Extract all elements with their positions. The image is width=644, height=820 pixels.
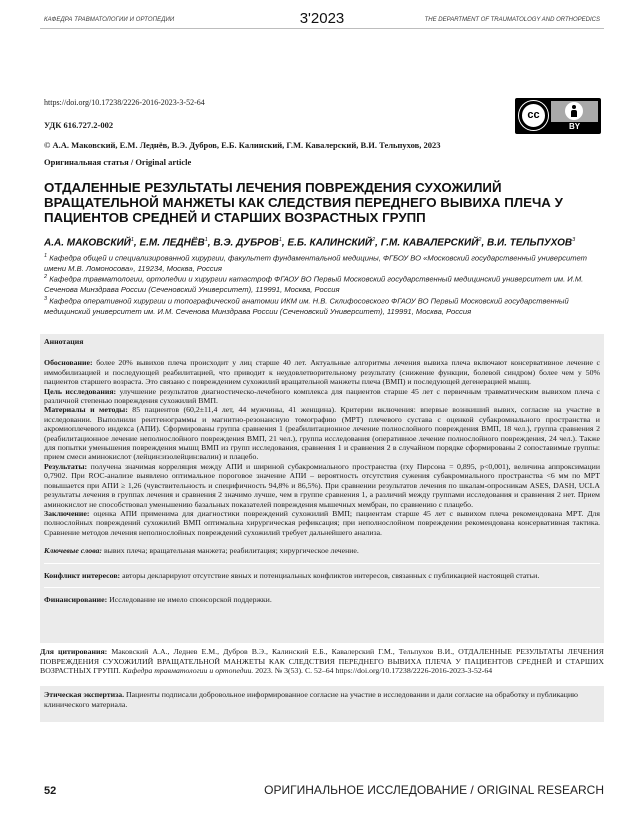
attribution-person-icon: [565, 102, 583, 120]
cc-by-label: BY: [568, 122, 581, 131]
doi-link[interactable]: https://doi.org/10.17238/2226-2016-2023-3-52-64: [44, 98, 205, 107]
author-list: А.А. МАКОВСКИЙ$^1$, Е.М. ЛЕДНЁВ$^1$, В.Э. ДУБРОВ$^1$, Е.Б. КАЛИНСКИЙ$^2$, Г.М. КАВАЛЕРСКИЙ$^2$, В.И. ТЕЛЬПУХОВ$^3$: [44, 237, 576, 249]
udc-code: УДК 616.727.2-002: [44, 120, 114, 130]
cc-by-license-icon[interactable]: [515, 98, 601, 134]
author-name: Г.М. КАВАЛЕРСКИЙ: [380, 237, 479, 249]
citation-doi-link[interactable]: 2023. № 3(53). С. 52–64 https://doi.org/10.17238/2226-2016-2023-3-52-64: [255, 666, 493, 675]
ethics-statement: Этическая экспертиза. Пациенты подписали добровольное информированное согласие на участие в исследовании и дали согласие на обработку и публикацию клинического материала.: [40, 686, 604, 722]
journal-header-ru: КАФЕДРА ТРАВМАТОЛОГИИ И ОРТОПЕДИИ: [44, 17, 175, 23]
cc-logo-icon: cc: [519, 101, 548, 130]
copyright-line: © А.А. Маковский, Е.М. Леднёв, В.Э. Дубров, Е.Б. Калинский, Г.М. Кавалерский, В.И. Тельпухов, 2023: [44, 140, 441, 150]
issue-number: 3'2023: [299, 10, 345, 27]
journal-header-en: THE DEPARTMENT OF TRAUMATOLOGY AND ORTHOPEDICS: [424, 17, 600, 23]
affiliation-1: $^1$ Кафедра общей и специализированной хирургии, факультет фундаментальной медицины, ФГБОУ ВО «Московский государственный университет имени М.В. Ломоносова», 119234, Москва, Россия: [44, 253, 587, 273]
abstract-box: [40, 334, 604, 643]
abstract-divider: [44, 587, 600, 588]
abstract-results: Результаты: получена значимая корреляция между АПИ и шириной субакромиального пространства (rxy Пирсона = 0,895, p<0,001), величина аппроксимации 0,7902. При ROC-анализе выявлено оптимальное пороговое значение АПИ – вероятность отсутствия сужения субакромиального пространства <6 мм по МРТ повышается при АПИ ≥ 1,26 (чувствительность и специфичность 94,8% и 86,5%). При сравнении результатов лечения по шкалам-опросникам ASES, DASH, UCLA результаты лечения в группах лечения и сравнения 2 значимо лучше, чем в группе сравнения 1, а различий между группами исследования и сравнения 2 нет. Прием аминокислот не способствовал уменьшению базальных показателей повреждения мышечных мембран, по сравнению с плацебо.: [44, 461, 600, 509]
abstract-heading: Аннотация: [44, 337, 84, 346]
header-divider: [40, 28, 604, 29]
author-name: Е.М. ЛЕДНЁВ: [139, 237, 205, 249]
abstract-aim: Цель исследования: улучшение результатов диагностическо-лечебного комплекса для пациентов старше 45 лет с первичным травматическим вывихом плеча с различной степенью повреждения сухожилий ВМП.: [44, 386, 600, 406]
author-name: Е.Б. КАЛИНСКИЙ: [287, 237, 373, 249]
section-label: ОРИГИНАЛЬНОЕ ИССЛЕДОВАНИЕ / ORIGINAL RESEARCH: [264, 783, 604, 797]
funding: Финансирование: Исследование не имело спонсорской поддержки.: [44, 594, 272, 604]
abstract-rationale: Обоснование: более 20% вывихов плеча происходит у лиц старше 40 лет. Актуальные алгоритмы лечения вывиха плеча включают консервативное лечение с иммобилизацией и последующей реабилитацией, что приводит к неудовлетворительному результату (снижение функции, болевой синдром) более чем у 50% пациентов старшего возраста. Это связано с повреждением сухожилий вращательной манжеты плеча (ВМП) и последующей дегенерацией мышц.: [44, 358, 600, 387]
author-name: А.А. МАКОВСКИЙ: [44, 237, 131, 249]
affiliation-2: $^2$ Кафедра травматологии, ортопедии и хирургии катастроф ФГАОУ ВО Первый Московский государственный медицинский университет им. И.М. Сеченова Минздрава России (Сеченовский Университет), 119991, Москва, Россия: [44, 274, 584, 294]
abstract-methods: Материалы и методы: 85 пациентов (60,2±11,4 лет, 44 мужчины, 41 женщина). Критерии включения: впервые вознкиший вывих, согласие на участие в исследовании. Выполнили рентгенограммы и магнитно-резонансную томографию (МРТ) плечевого сустава с оценкой субакромиального пространства и акромиоплечевого индекса (АПИ). Сформированы группа сравнения 1 (реабилитационное лечение полнослойного повреждения ВМП, 18 чел.), группа сравнения 2 (реабилитационное лечение неполнослойного повреждения ВМП, 21 чел.), группа исследования (оперативное лечение полнослойного повреждения, 24 чел.). Также для попытки уменьшения повреждения мышц ВМП из групп исследования, сравнения 1 и сравнения 2 в случайном порядке сформированы 2 сопоставимые группы: прием смеси аминокислот (лейцин:изолейцин:валин) и плацебо.: [44, 405, 600, 462]
page-number: 52: [44, 785, 57, 797]
abstract-divider: [44, 563, 600, 564]
abstract-conclusion: Заключение: оценка АПИ применима для диагностики повреждений сухожилий ВМП; пациентам старше 45 лет с вывихом плеча рекомендована МРТ. Для полнослойных повреждений сухожилий ВМП оптимальна хирургическая рефиксация; при неполнослойном повреждении рекомендована консервативная тактика. Сравнение методов лечения неполнослойных повреждений сухожилий требует дальнейшего анализа.: [44, 508, 600, 537]
author-name: В.Э. ДУБРОВ: [213, 237, 279, 249]
article-type: Оригинальная статья / Original article: [44, 157, 192, 167]
citation-block: Для цитирования: Маковский А.А., Леднев Е.М., Дубров В.Э., Калинский Е.Б., Кавалерский Г.М., Тельпухов В.И., ОТДАЛЕННЫЕ РЕЗУЛЬТАТЫ ЛЕЧЕНИЯ ПОВРЕЖДЕНИЯ СУХОЖИЛИЙ ВРАЩАТЕЛЬНОЙ МАНЖЕТЫ КАК СЛЕДСТВИЯ ПЕРЕДНЕГО ВЫВИХА ПЛЕЧА У ПАЦИЕНТОВ СРЕДНЕЙ И СТАРШИХ ВОЗРАСТНЫХ ГРУПП. Кафедра травматологии и ортопедии. 2023. № 3(53). С. 52–64 https://doi.org/10.17238/2226-2016-2023-3-52-64: [40, 647, 604, 675]
author-name: В.И. ТЕЛЬПУХОВ: [487, 237, 573, 249]
article-title: ОТДАЛЕННЫЕ РЕЗУЛЬТАТЫ ЛЕЧЕНИЯ ПОВРЕЖДЕНИЯ СУХОЖИЛИЙ ВРАЩАТЕЛЬНОЙ МАНЖЕТЫ КАК СЛЕДСТВИЯ ПЕРЕДНЕГО ВЫВИХА ПЛЕЧА У ПАЦИЕНТОВ СРЕДНЕЙ И СТАРШИХ ВОЗРАСТНЫХ ГРУПП: [44, 180, 563, 225]
affiliation-3: $^3$ Кафедра оперативной хирургии и топографической анатомии ИКМ им. Н.В. Склифосовского ФГАОУ ВО Первый Московский государственный медицинский университет им. И.М. Сеченова Минздрава России (Сеченовский Университет), 119991, Москва, Россия: [44, 296, 569, 316]
keywords: Ключевые слова: вывих плеча; вращательная манжета; реабилитация; хирургическое лечение.: [44, 546, 359, 556]
conflict-of-interest: Конфликт интересов: авторы декларируют отсутствие явных и потенциальных конфликтов интересов, связанных с публикацией настоящей статьи.: [44, 570, 540, 580]
